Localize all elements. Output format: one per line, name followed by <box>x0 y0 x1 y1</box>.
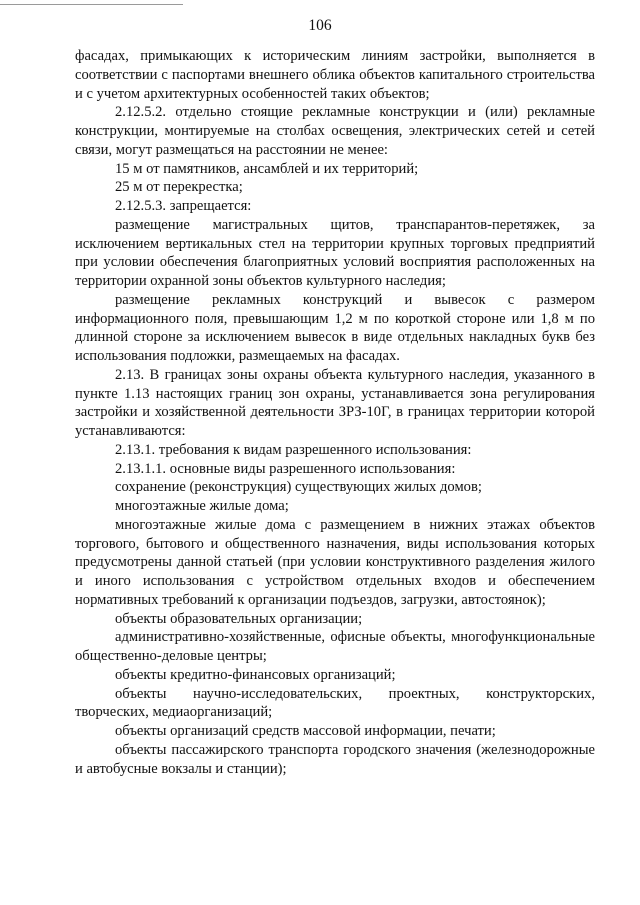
paragraph: 2.12.5.2. отдельно стоящие рекламные конструкции и (или) рекламные конструкции, монтируемые на столбах освещения, электрических сетей и сетей связи, могут размещаться на расстоянии не менее: <box>75 104 595 158</box>
paragraph: объекты организаций средств массовой информации, печати; <box>115 723 496 739</box>
paragraph: 2.13.1.1. основные виды разрешенного использования: <box>115 460 456 477</box>
paragraph: сохранение (реконструкция) существующих жилых домов; <box>115 479 482 496</box>
page-number: 106 <box>308 17 332 34</box>
paragraph: объекты пассажирского транспорта городского значения (железнодорожные и автобусные вокзалы и станции); <box>75 741 595 777</box>
paragraph: объекты кредитно-финансовых организаций; <box>115 666 396 683</box>
paragraph: размещение рекламных конструкций и вывесок с размером информационного поля, превышающим 1,2 м по короткой стороне или 1,8 м по длинной стороне за исключением вывесок в виде отдельных накладных букв без использования подложки, размещаемых на фасадах. <box>75 291 595 364</box>
paragraph: 25 м от перекрестка; <box>115 179 243 196</box>
document-body <box>75 47 595 778</box>
header-rule <box>0 0 183 5</box>
paragraph: 15 м от памятников, ансамблей и их территорий; <box>115 160 419 177</box>
paragraph: объекты научно-исследовательских, проектных, конструкторских, творческих, медиаорганизаций; <box>75 685 595 721</box>
paragraph: 2.12.5.3. запрещается: <box>115 198 252 214</box>
paragraph: фасадах, примыкающих к историческим линиям застройки, выполняется в соответствии с паспортами внешнего облика объектов капитального строительства и с учетом архитектурных особенностей таких объектов; <box>75 48 595 102</box>
paragraph: объекты образовательных организации; <box>115 610 363 627</box>
paragraph: многоэтажные жилые дома с размещением в нижних этажах объектов торгового, бытового и общественного назначения, виды использования которых предусмотрены данной статьей (при условии конструктивного разделения жилого и иного использования с устройством отдельных входов и обеспечением нормативных требований к организации подъездов, загрузки, автостоянок); <box>75 516 595 608</box>
paragraph: размещение магистральных щитов, транспарантов-перетяжек, за исключением вертикальных стел на территории крупных торговых предприятий при условии обеспечения благоприятных условий восприятия расположенных на территории охранной зоны объектов культурного наследия; <box>75 216 595 289</box>
paragraph: административно-хозяйственные, офисные объекты, многофункциональные общественно-деловые центры; <box>75 629 595 664</box>
paragraph: 2.13.1. требования к видам разрешенного использования: <box>115 441 472 458</box>
paragraph: 2.13. В границах зоны охраны объекта культурного наследия, указанного в пункте 1.13 настоящих границ зон охраны, устанавливается зона регулирования застройки и хозяйственной деятельности ЗРЗ-10Г, в границах территории которой устанавливаются: <box>75 366 595 439</box>
paragraph: многоэтажные жилые дома; <box>115 498 289 514</box>
